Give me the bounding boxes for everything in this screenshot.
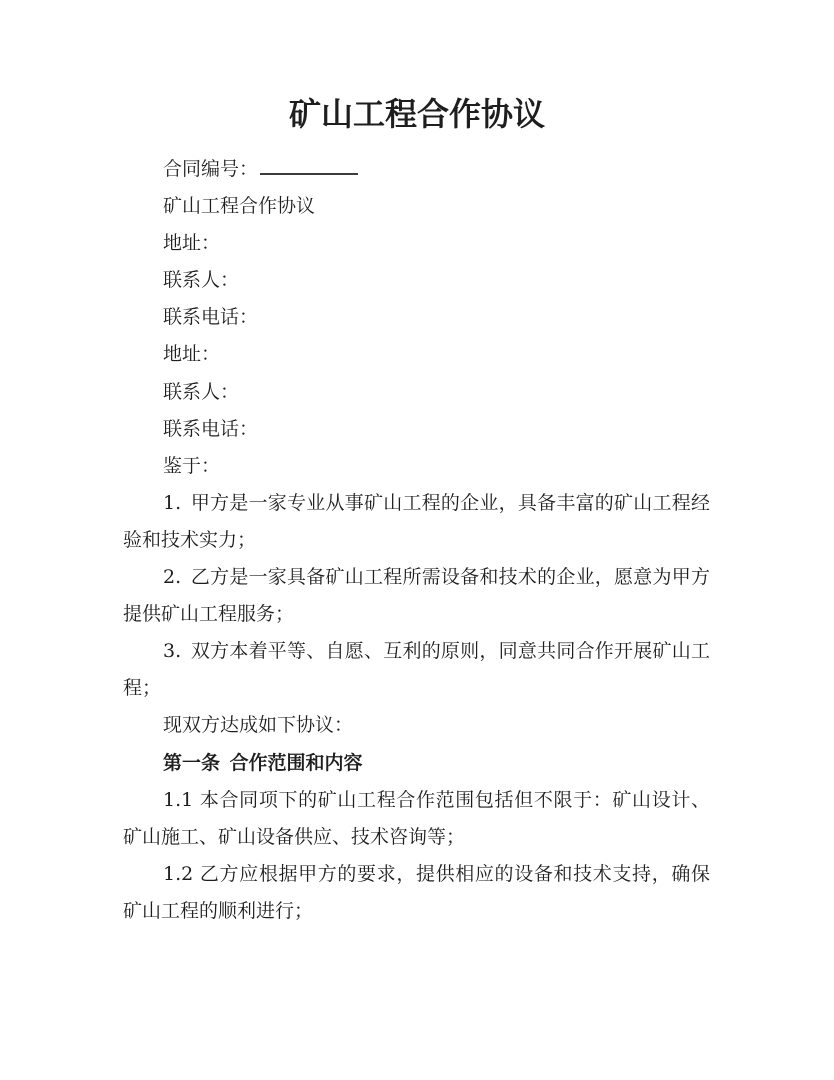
document-title: 矿山工程合作协议	[288, 95, 545, 133]
recital-item-1: 1. 甲方是一家专业从事矿山工程的企业，具备丰富的矿山工程经验和技术实力；	[123, 491, 710, 551]
party-b-phone-field: 联系电话：	[163, 417, 259, 440]
clause-1-2: 1.2 乙方应根据甲方的要求，提供相应的设备和技术支持，确保矿山工程的顺利进行；	[123, 862, 710, 922]
party-a-address-field: 地址：	[163, 232, 221, 255]
document-body	[123, 151, 710, 930]
contract-number-label: 合同编号：	[163, 158, 259, 180]
contract-number-blank	[260, 156, 358, 175]
party-b-address-field: 地址：	[163, 343, 221, 366]
party-b-contact-field: 联系人：	[163, 380, 240, 403]
whereas-label: 鉴于：	[163, 454, 221, 477]
party-a-contact-field: 联系人：	[163, 269, 240, 292]
contract-number-line	[123, 151, 710, 188]
document-subtitle: 矿山工程合作协议	[163, 195, 316, 218]
agreement-intro: 现双方达成如下协议：	[163, 714, 354, 737]
recital-item-3: 3. 双方本着平等、自愿、互利的原则，同意共同合作开展矿山工程；	[123, 640, 710, 700]
party-a-phone-field: 联系电话：	[163, 306, 259, 329]
clause-1-1: 1.1 本合同项下的矿山工程合作范围包括但不限于：矿山设计、矿山施工、矿山设备供应、技术咨询等；	[123, 788, 710, 848]
recital-item-2: 2. 乙方是一家具备矿山工程所需设备和技术的企业，愿意为甲方提供矿山工程服务；	[123, 566, 710, 626]
section-1-heading: 第一条 合作范围和内容	[163, 751, 363, 774]
